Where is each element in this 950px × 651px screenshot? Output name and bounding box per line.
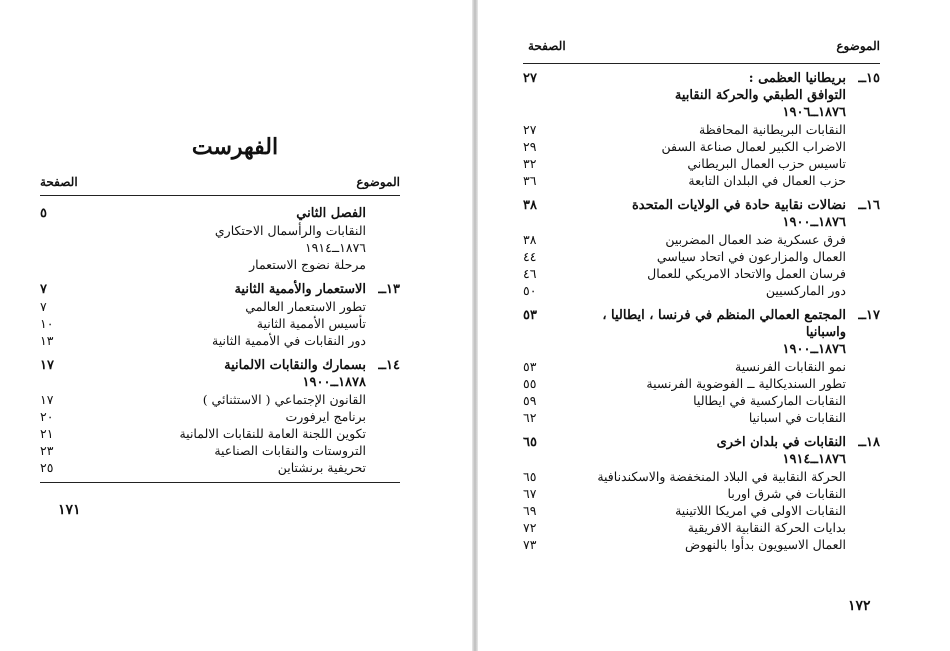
toc-entry [179,425,400,442]
entry-page-number: ٥٣ [523,359,537,374]
entry-title: واسبانيا [805,325,846,340]
toc-entry [303,374,401,391]
entry-title: ١٨٧٦ــ١٩٠٠ [782,215,846,230]
toc-entry [657,248,880,265]
toc-entry-row [523,324,880,341]
entry-page-number: ٥٥ [523,376,537,391]
entry-page-number: ٤٤ [523,249,537,264]
section-number: ١٣ــ [378,282,400,297]
entry-title: بريطانيا العظمى : [748,71,846,86]
toc-entry [597,468,880,485]
entry-title: حزب العمال في البلدان التابعة [688,173,846,188]
entry-title: النقابات في بلدان اخرى [716,435,846,450]
toc-entry-row [40,332,400,349]
toc-section-row [523,70,880,87]
toc-entry-row [40,425,400,442]
toc-entry-row [523,358,880,375]
entry-page-number: ٢٧ [523,122,537,137]
toc-entry-row [40,391,400,408]
toc-section-row [523,307,880,324]
entry-title: الحركة النقابية في البلاد المنخفضة والاسكندنافية [597,469,846,484]
entry-page-number: ٢١ [40,426,54,441]
entry-title: بدايات الحركة النقابية الافريقية [687,520,846,535]
toc-entry [305,239,400,256]
toc-entry [688,519,880,536]
toc-entry [296,205,400,222]
toc-entry [735,358,880,375]
toc-entry [215,222,400,239]
toc-entry-row [523,104,880,121]
toc-entry-row [523,265,880,282]
header-rule [523,63,880,64]
entry-page-number: ٥٣ [523,308,537,323]
entry-title: فرسان العمل والاتحاد الامريكي للعمال [647,266,846,281]
toc-entry [783,341,881,358]
entry-title: نضالات نقابية حادة في الولايات المتحدة [631,198,846,213]
entry-page-number: ٧٢ [523,520,537,535]
entry-page-number: ٣٢ [523,156,537,171]
section-number: ١٧ــ [858,308,880,323]
toc-entry [245,298,400,315]
toc-entry [234,281,400,298]
entry-title: ١٨٧٦ــ١٩١٤ [304,240,366,255]
toc-section-row [40,357,400,374]
right-page [478,0,950,651]
section-gap [40,273,400,281]
page-column-header: الصفحة [40,175,78,189]
toc-entry-row [523,341,880,358]
toc-entry-row [523,451,880,468]
entry-page-number: ٤٦ [523,266,537,281]
entry-title: فرق عسكرية ضد العمال المضربين [665,232,846,247]
footer-rule [40,482,400,483]
section-gap [523,426,880,434]
entry-page-number: ٧ [40,299,47,314]
entry-title: العمال الاسيويون بدأوا بالنهوض [685,537,846,552]
toc-entry-row [523,502,880,519]
toc-entry [675,502,880,519]
toc-entry [665,231,880,248]
entry-title: دور الماركسيين [765,283,846,298]
toc-entry-row [523,121,880,138]
toc-entry-row [40,222,400,239]
toc-entry-row [523,172,880,189]
entry-page-number: ٥٩ [523,393,537,408]
entry-title: القانون الإجتماعي ( الاستثنائي ) [202,392,366,407]
toc-entry-row [523,375,880,392]
section-number: ١٨ــ [858,435,880,450]
toc-entry-row [40,442,400,459]
entry-title: تحريفية برنشتاين [277,460,366,475]
entry-page-number: ٦٥ [523,435,537,450]
toc-entry-row [523,231,880,248]
toc-entry [249,256,400,273]
page-column-header: الصفحة [528,39,566,53]
toc-entry [224,357,400,374]
toc-entry-row [523,485,880,502]
toc-entry [647,265,880,282]
toc-section-row [523,434,880,451]
toc-entry-row [523,282,880,299]
entry-page-number: ٦٥ [523,469,537,484]
entry-page-number: ٧ [40,282,47,297]
entry-title: ١٨٧٦ــ١٩٠٦ [782,105,846,120]
toc-entry [766,282,880,299]
section-number: ١٤ــ [378,358,400,373]
left-page [0,0,472,651]
toc-entry [749,70,880,87]
entry-title: نمو النقابات الفرنسية [735,359,846,374]
toc-entry-row [523,392,880,409]
entry-page-number: ٢٧ [523,71,537,86]
entry-title: النقابات الماركسية في ايطاليا [693,393,846,408]
entry-title: ١٨٧٦ــ١٩١٤ [782,452,846,467]
entry-title: النقابات في شرق اوربا [727,486,846,501]
toc-entry [693,392,880,409]
toc-entry-row [523,409,880,426]
entry-title: التوافق الطبقي والحركة النقابية [674,88,846,103]
toc-entry [286,408,401,425]
page-number: ١٧٢ [848,598,871,614]
entry-title: العمال والمزارعون في اتحاد سياسي [656,249,846,264]
entry-title: النقابات والرأسمال الاحتكاري [214,223,366,238]
entry-page-number: ٦٢ [523,410,537,425]
entry-title: النقابات الاولى في امريكا اللاتينية [675,503,846,518]
toc-entry [783,104,881,121]
toc-entry [783,451,881,468]
toc-list [523,70,880,553]
toc-entry-row [40,298,400,315]
toc-entry-row [40,374,400,391]
entry-title: تطور الاستعمار العالمي [245,299,366,314]
entry-title: تطور السنديكالية ــ الفوضوية الفرنسية [646,376,846,391]
entry-title: الاضراب الكبير لعمال صناعة السفن [661,139,846,154]
toc-entry [632,197,880,214]
toc-entry-row [40,315,400,332]
toc-entry-row [40,205,400,222]
toc-entry [203,391,400,408]
section-gap [523,189,880,197]
entry-title: التروستات والنقابات الصناعية [214,443,366,458]
toc-entry-row [40,256,400,273]
section-gap [40,349,400,357]
entry-title: المجتمع العمالي المنظم في فرنسا ، ايطاليا ، [602,308,846,323]
toc-entry [728,485,880,502]
toc-entry [214,442,400,459]
entry-title: الفصل الثاني [296,206,366,221]
entry-page-number: ٦٧ [523,486,537,501]
entry-title: ١٨٧٨ــ١٩٠٠ [302,375,366,390]
toc-entry [257,315,400,332]
entry-page-number: ١٧ [40,392,54,407]
page-title: الفهرست [191,134,279,160]
section-number: ١٥ــ [858,71,880,86]
toc-entry [278,459,400,476]
toc-entry-row [40,239,400,256]
toc-entry-row [40,459,400,476]
toc-entry [675,87,880,104]
entry-title: تأسيس الأممية الثانية [256,316,366,331]
toc-entry [602,307,880,324]
toc-entry-row [523,155,880,172]
entry-page-number: ١٠ [40,316,54,331]
entry-title: برنامج ايرفورت [285,409,366,424]
toc-entry [717,434,880,451]
section-number: ١٦ــ [858,198,880,213]
toc-entry [699,121,880,138]
section-gap [523,299,880,307]
entry-page-number: ٢٩ [523,139,537,154]
entry-title: الاستعمار والأممية الثانية [234,282,366,297]
toc-entry-row [40,408,400,425]
entry-title: دور النقابات في الأممية الثانية [212,333,366,348]
topic-header: الموضوع [356,175,400,189]
toc-section-row [523,197,880,214]
entry-title: تكوين اللجنة العامة للنقابات الالمانية [179,426,366,441]
toc-section-row [40,281,400,298]
entry-page-number: ٣٨ [523,232,537,247]
entry-title: تاسيس حزب العمال البريطاني [687,156,846,171]
entry-page-number: ٢٠ [40,409,54,424]
toc-entry-row [523,519,880,536]
toc-list [40,205,400,483]
toc-entry-row [523,138,880,155]
toc-entry-row [523,468,880,485]
entry-page-number: ٥٠ [523,283,537,298]
toc-entry [687,155,880,172]
toc-entry-row [523,214,880,231]
entry-page-number: ٣٨ [523,198,537,213]
toc-entry [749,409,880,426]
entry-page-number: ٥ [40,206,47,221]
toc-entry [212,332,400,349]
toc-entry-row [523,536,880,553]
entry-page-number: ٧٣ [523,537,537,552]
entry-page-number: ٦٩ [523,503,537,518]
entry-page-number: ٢٥ [40,460,54,475]
entry-title: ١٨٧٦ــ١٩٠٠ [782,342,846,357]
entry-title: مرحلة نضوج الاستعمار [249,257,366,272]
entry-page-number: ٢٣ [40,443,54,458]
topic-header: الموضوع [836,39,880,53]
toc-entry [806,324,880,341]
entry-page-number: ١٧ [40,358,54,373]
header-rule [40,195,400,196]
toc-entry [783,214,881,231]
toc-entry [685,536,880,553]
toc-entry [688,172,880,189]
entry-title: النقابات البريطانية المحافظة [699,122,846,137]
toc-entry [662,138,880,155]
entry-page-number: ٣٦ [523,173,537,188]
toc-entry [646,375,880,392]
toc-entry-row [523,87,880,104]
entry-title: بسمارك والنقابات الالمانية [224,358,366,373]
entry-page-number: ١٣ [40,333,54,348]
toc-entry-row [523,248,880,265]
page-number: ١٧١ [58,502,81,518]
entry-title: النقابات في اسبانيا [748,410,846,425]
